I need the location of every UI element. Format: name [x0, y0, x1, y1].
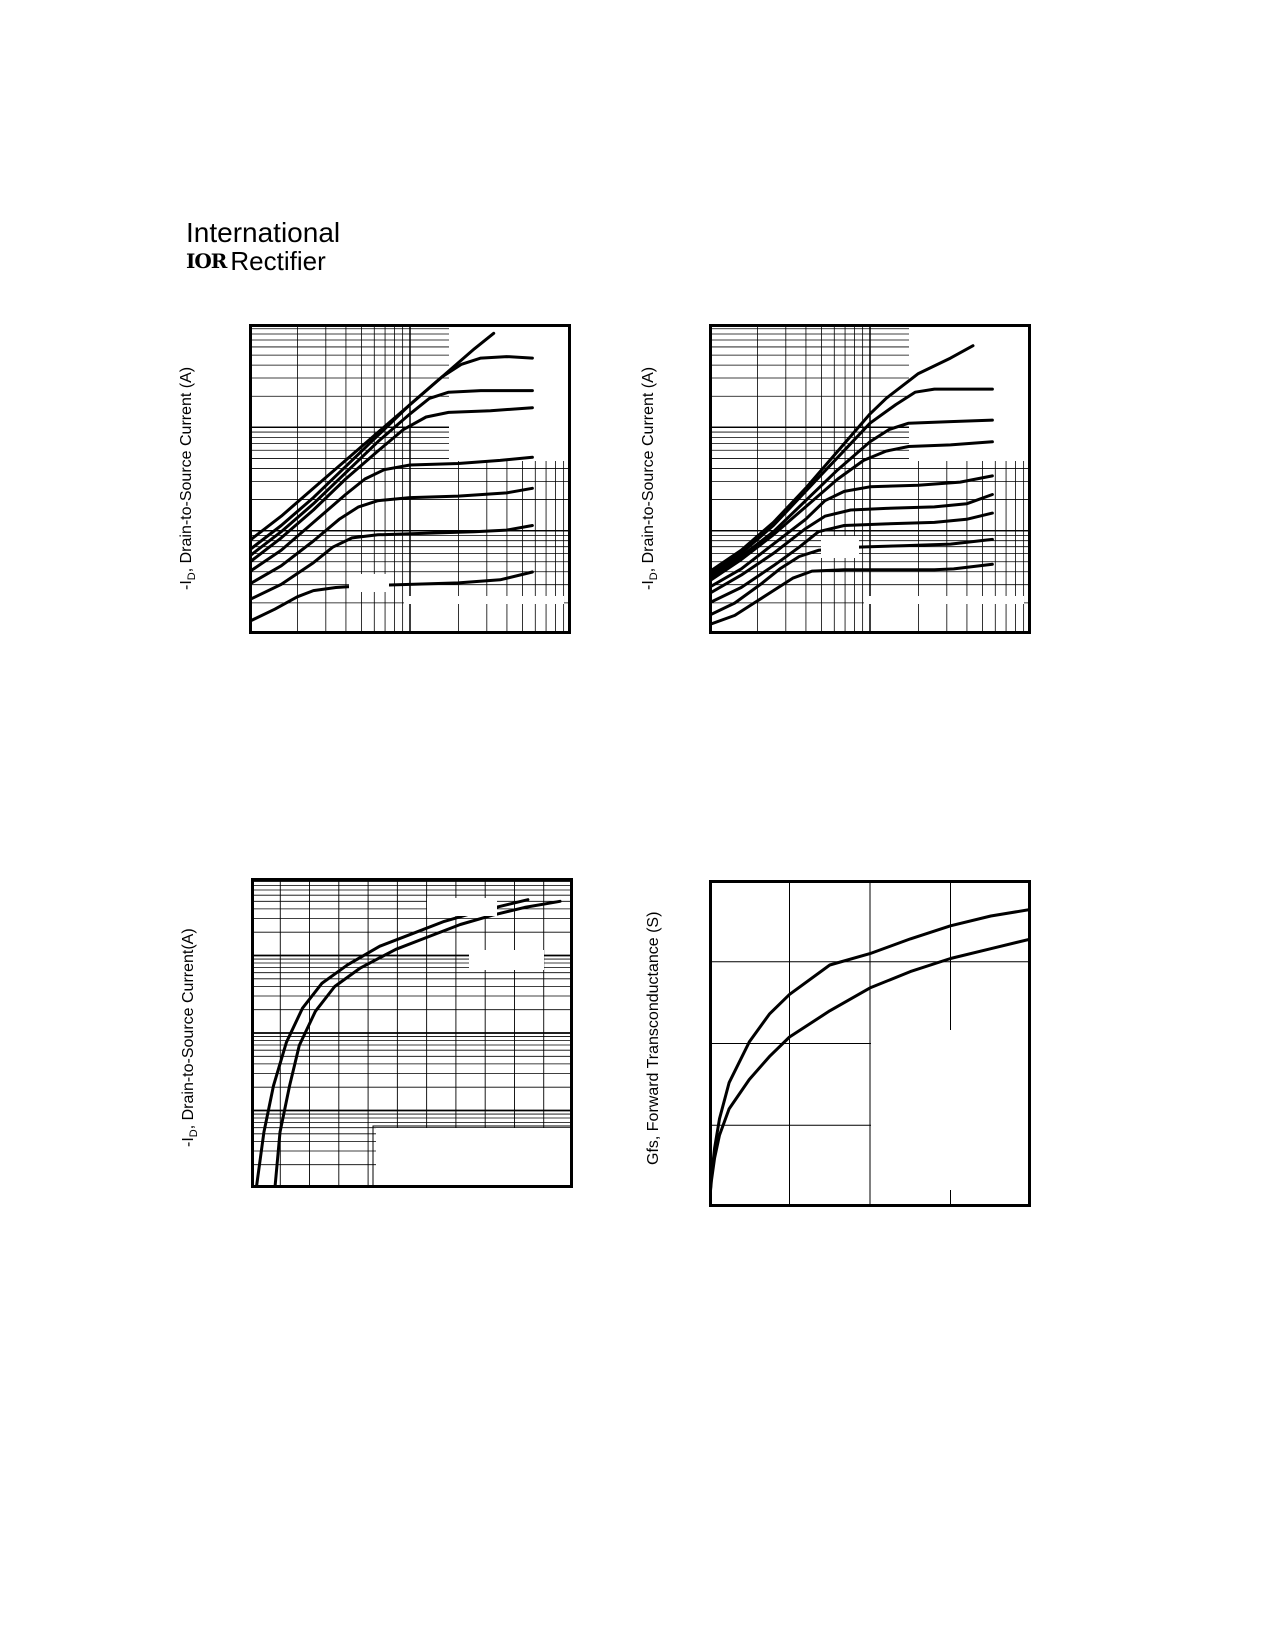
chart1-series-6 — [249, 488, 532, 584]
chart2-legend-box — [864, 596, 1024, 604]
chart4-ylabel: Gfs, Forward Transconductance (S) — [645, 911, 662, 1165]
chart3-ylabel: $-I_D$, Drain-to-Source Current(A) — [180, 928, 201, 1147]
chart2-plot — [709, 324, 1031, 634]
chart2-ylabel: $-I_D$, Drain-to-Source Current (A) — [640, 366, 661, 590]
chart1-legend-box — [449, 326, 569, 461]
chart2-series-9 — [709, 564, 992, 624]
chart3-label-a-legend-box — [427, 898, 497, 916]
chart1-series-7 — [249, 526, 532, 600]
chart1-plot — [249, 324, 571, 634]
chart1-legend-box — [404, 596, 564, 604]
chart3-legend-box — [376, 1128, 572, 1186]
logo-rectifier-row — [186, 248, 346, 274]
chart4-legend-legend-box — [871, 1030, 1031, 1190]
chart4-plot — [709, 880, 1031, 1207]
chart3-plot — [251, 878, 573, 1188]
chart2-label-legend-box — [821, 536, 859, 558]
chart1-ylabel: $-I_D$, Drain-to-Source Current (A) — [178, 366, 199, 590]
chart1-label-legend-box — [349, 574, 389, 592]
logo-international: International — [186, 217, 341, 248]
logo-mark: IOR — [186, 249, 227, 273]
chart3-label-b-legend-box — [469, 950, 544, 970]
company-logo — [186, 218, 346, 274]
logo-rectifier: Rectifier — [230, 246, 326, 276]
